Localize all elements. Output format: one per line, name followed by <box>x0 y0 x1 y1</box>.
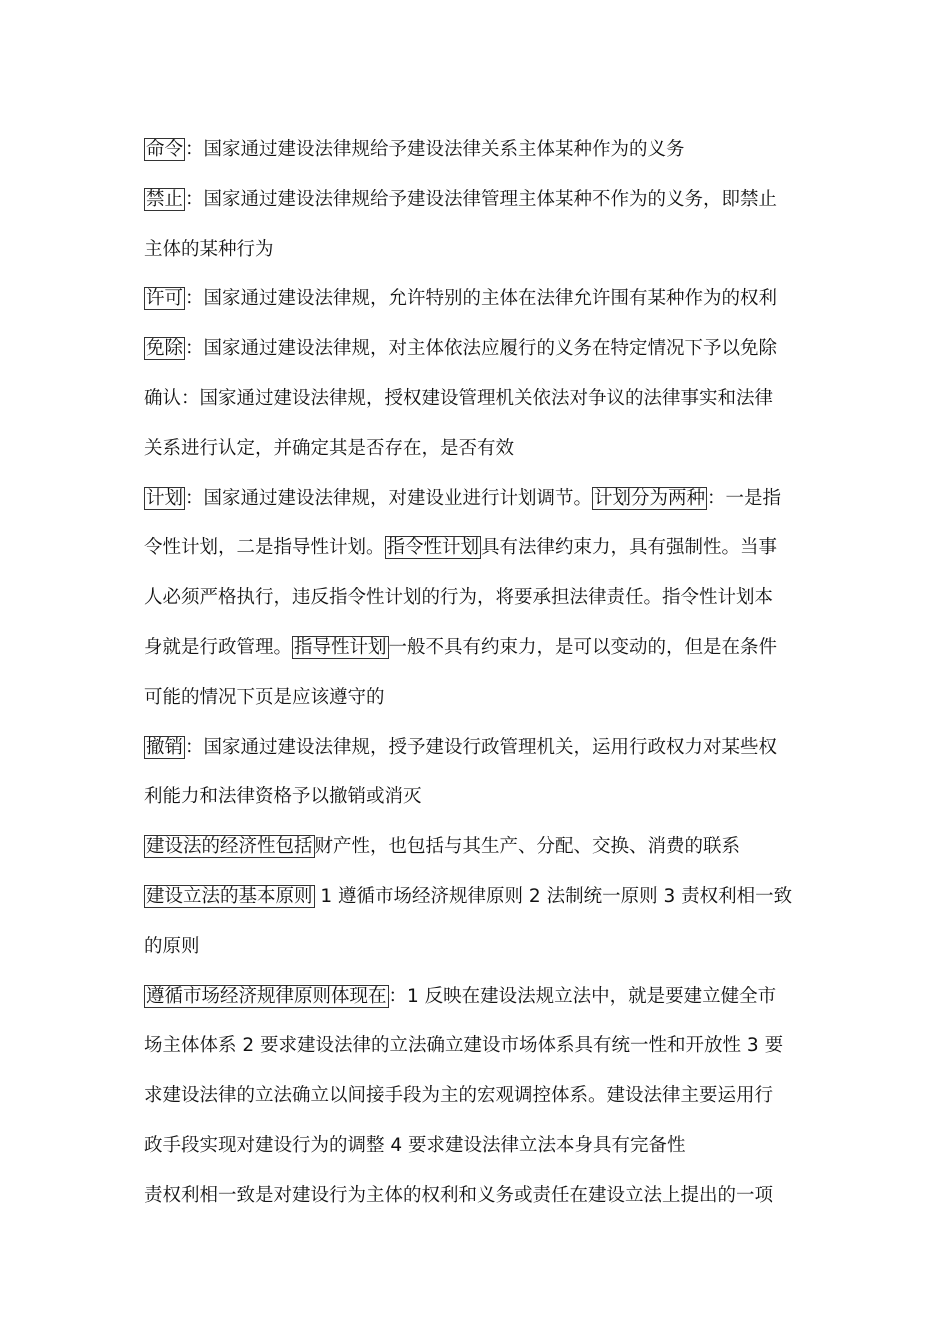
text-line <box>144 535 804 561</box>
text-line <box>144 685 804 711</box>
text-line <box>144 635 804 661</box>
text-line <box>144 336 804 362</box>
text-segment: 场主体体系 2 要求建设法律的立法确立建设市场体系具有统一性和开放性 3 要 <box>144 1035 784 1056</box>
boxed-term: 建设立法的基本原则 <box>146 886 313 907</box>
boxed-term: 禁止 <box>146 189 184 210</box>
text-line <box>144 237 804 263</box>
text-line <box>144 386 804 412</box>
text-segment: ：国家通过建设法律规，对建设业进行计划调节。 <box>185 488 593 509</box>
boxed-term: 指导性计划 <box>294 637 387 658</box>
boxed-term: 建设法的经济性包括 <box>146 836 313 857</box>
text-segment: 令性计划，二是指导性计划。 <box>144 537 385 558</box>
text-segment: ：国家通过建设法律规给予建设法律关系主体某种作为的义务 <box>185 139 685 160</box>
text-segment: 关系进行认定，并确定其是否存在，是否有效 <box>144 438 515 459</box>
boxed-term: 免除 <box>146 338 184 359</box>
text-line <box>144 735 804 761</box>
text-segment: 责权利相一致是对建设行为主体的权利和义务或责任在建设立法上提出的一项 <box>144 1185 774 1206</box>
text-line <box>144 585 804 611</box>
text-line <box>144 1083 804 1109</box>
text-segment: ：国家通过建设法律规，授予建设行政管理机关，运用行政权力对某些权 <box>185 737 778 758</box>
text-segment: 身就是行政管理。 <box>144 637 293 658</box>
text-segment: ：国家通过建设法律规给予建设法律管理主体某种不作为的义务，即禁止 <box>185 189 778 210</box>
text-line <box>144 884 804 910</box>
boxed-term: 计划分为两种 <box>594 488 706 509</box>
boxed-term: 命令 <box>146 139 184 160</box>
text-segment: 1 遵循市场经济规律原则 2 法制统一原则 3 责权利相一致 <box>314 886 793 907</box>
boxed-term: 许可 <box>146 288 184 309</box>
text-segment: 利能力和法律资格予以撤销或消灭 <box>144 786 422 807</box>
text-segment: 一般不具有约束力，是可以变动的，但是在条件 <box>388 637 778 658</box>
boxed-term: 指令性计划 <box>386 537 480 558</box>
text-segment: 具有法律约束力，具有强制性。当事 <box>481 537 778 558</box>
text-segment: 的原则 <box>144 936 200 957</box>
text-line <box>144 187 804 213</box>
text-segment: 可能的情况下页是应该遵守的 <box>144 687 385 708</box>
text-segment: 人必须严格执行，违反指令性计划的行为，将要承担法律责任。指令性计划本 <box>144 587 774 608</box>
text-line <box>144 784 804 810</box>
text-line <box>144 286 804 312</box>
text-line <box>144 1133 804 1159</box>
text-line <box>144 137 804 163</box>
text-segment: ：国家通过建设法律规，对主体依法应履行的义务在特定情况下予以免除 <box>185 338 778 359</box>
text-line <box>144 436 804 462</box>
boxed-term: 撤销 <box>146 737 184 758</box>
text-line <box>144 934 804 960</box>
text-segment: 求建设法律的立法确立以间接手段为主的宏观调控体系。建设法律主要运用行 <box>144 1085 774 1106</box>
text-line <box>144 1183 804 1209</box>
text-segment: 主体的某种行为 <box>144 239 274 260</box>
text-segment: 确认：国家通过建设法律规，授权建设管理机关依法对争议的法律事实和法律 <box>144 388 774 409</box>
text-line <box>144 834 804 860</box>
text-segment: 财产性，也包括与其生产、分配、交换、消费的联系 <box>314 836 741 857</box>
boxed-term: 遵循市场经济规律原则体现在 <box>146 986 387 1007</box>
text-line <box>144 1033 804 1059</box>
text-line <box>144 984 804 1010</box>
text-segment: ：一是指 <box>707 488 782 509</box>
text-segment: ：1 反映在建设法规立法中，就是要建立健全市 <box>388 986 777 1007</box>
text-segment: 政手段实现对建设行为的调整 4 要求建设法律立法本身具有完备性 <box>144 1135 686 1156</box>
text-line <box>144 486 804 512</box>
boxed-term: 计划 <box>146 488 184 509</box>
text-segment: ：国家通过建设法律规，允许特别的主体在法律允许围有某种作为的权利 <box>185 288 778 309</box>
